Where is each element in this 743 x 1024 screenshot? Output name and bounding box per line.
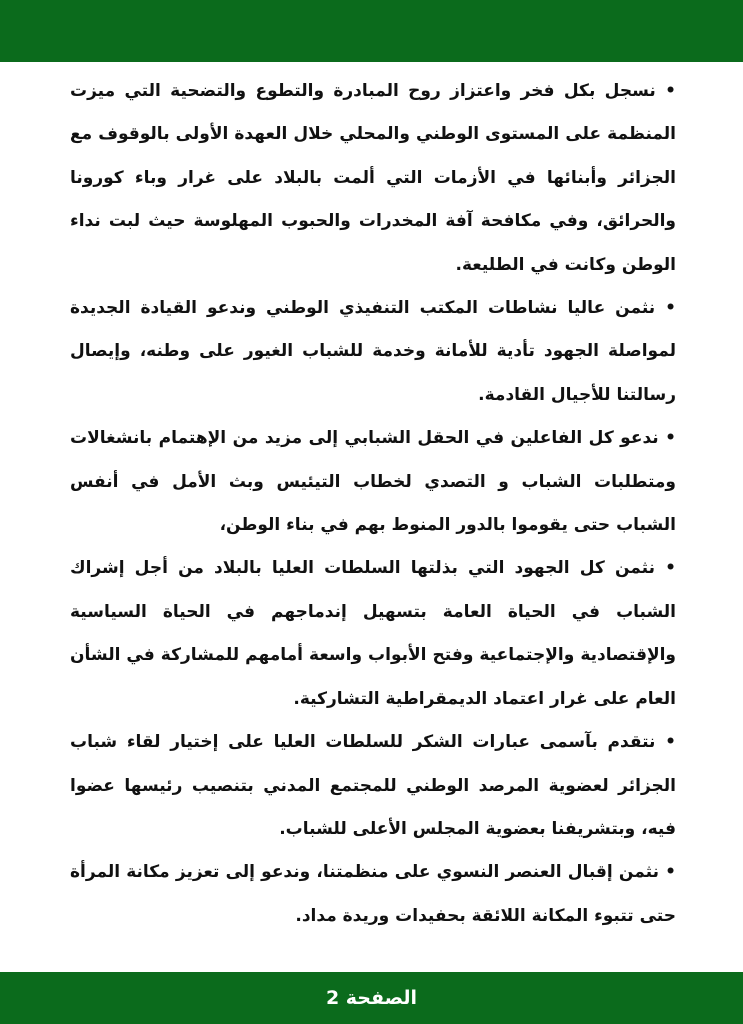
paragraph-2: • نثمن عاليا نشاطات المكتب التنفيذي الوطني وندعو القيادة الجديدة لمواصلة الجهود تأدية للأمانة وخدمة للشباب الغيور على وطنه، وإيصال رسالتنا للأجيال القادمة. xyxy=(70,298,676,405)
paragraph-4: • نثمن كل الجهود التي بذلتها السلطات العليا بالبلاد من أجل إشراك الشباب في الحياة العامة بتسهيل إندماجهم في الحياة السياسية والإقتصادية والإجتماعية وفتح الأبواب واسعة أمامهم للمشاركة في الشأن العام على غرار اعتماد الديمقراطية التشاركية. xyxy=(70,558,676,709)
paragraph-1: • نسجل بكل فخر واعتزاز روح المبادرة والتطوع والتضحية التي ميزت المنظمة على المستوى الوطني والمحلي خلال العهدة الأولى بالوقوف مع الجزائر وأبنائها في الأزمات التي ألمت بالبلاد على غرار وباء كورونا والحرائق، وفي مكافحة آفة المخدرات والحبوب المهلوسة حيث لبت نداء الوطن وكانت في الطليعة. xyxy=(70,81,676,275)
paragraph-6: • نثمن إقبال العنصر النسوي على منظمتنا، وندعو إلى تعزيز مكانة المرأة حتى تتبوء المكانة اللائقة بحفيدات وريدة مداد. xyxy=(70,862,676,926)
footer-band xyxy=(0,972,743,1024)
paragraph-5: • نتقدم بآسمى عبارات الشكر للسلطات العليا على إختيار لقاء شباب الجزائر لعضوية المرصد الوطني للمجتمع المدني بتنصيب رئيسها عضوا فيه، وبتشريفنا بعضوية المجلس الأعلى للشباب. xyxy=(70,732,676,839)
paragraph-3: • ندعو كل الفاعلين في الحقل الشبابي إلى مزيد من الإهتمام بانشغالات ومتطلبات الشباب و التصدي لخطاب التيئيس وبث الأمل في أنفس الشباب حتى يقوموا بالدور المنوط بهم في بناء الوطن، xyxy=(70,428,676,536)
header-band xyxy=(0,0,743,62)
page-number: الصفحة 2 xyxy=(325,987,418,1009)
document-body xyxy=(70,70,676,938)
